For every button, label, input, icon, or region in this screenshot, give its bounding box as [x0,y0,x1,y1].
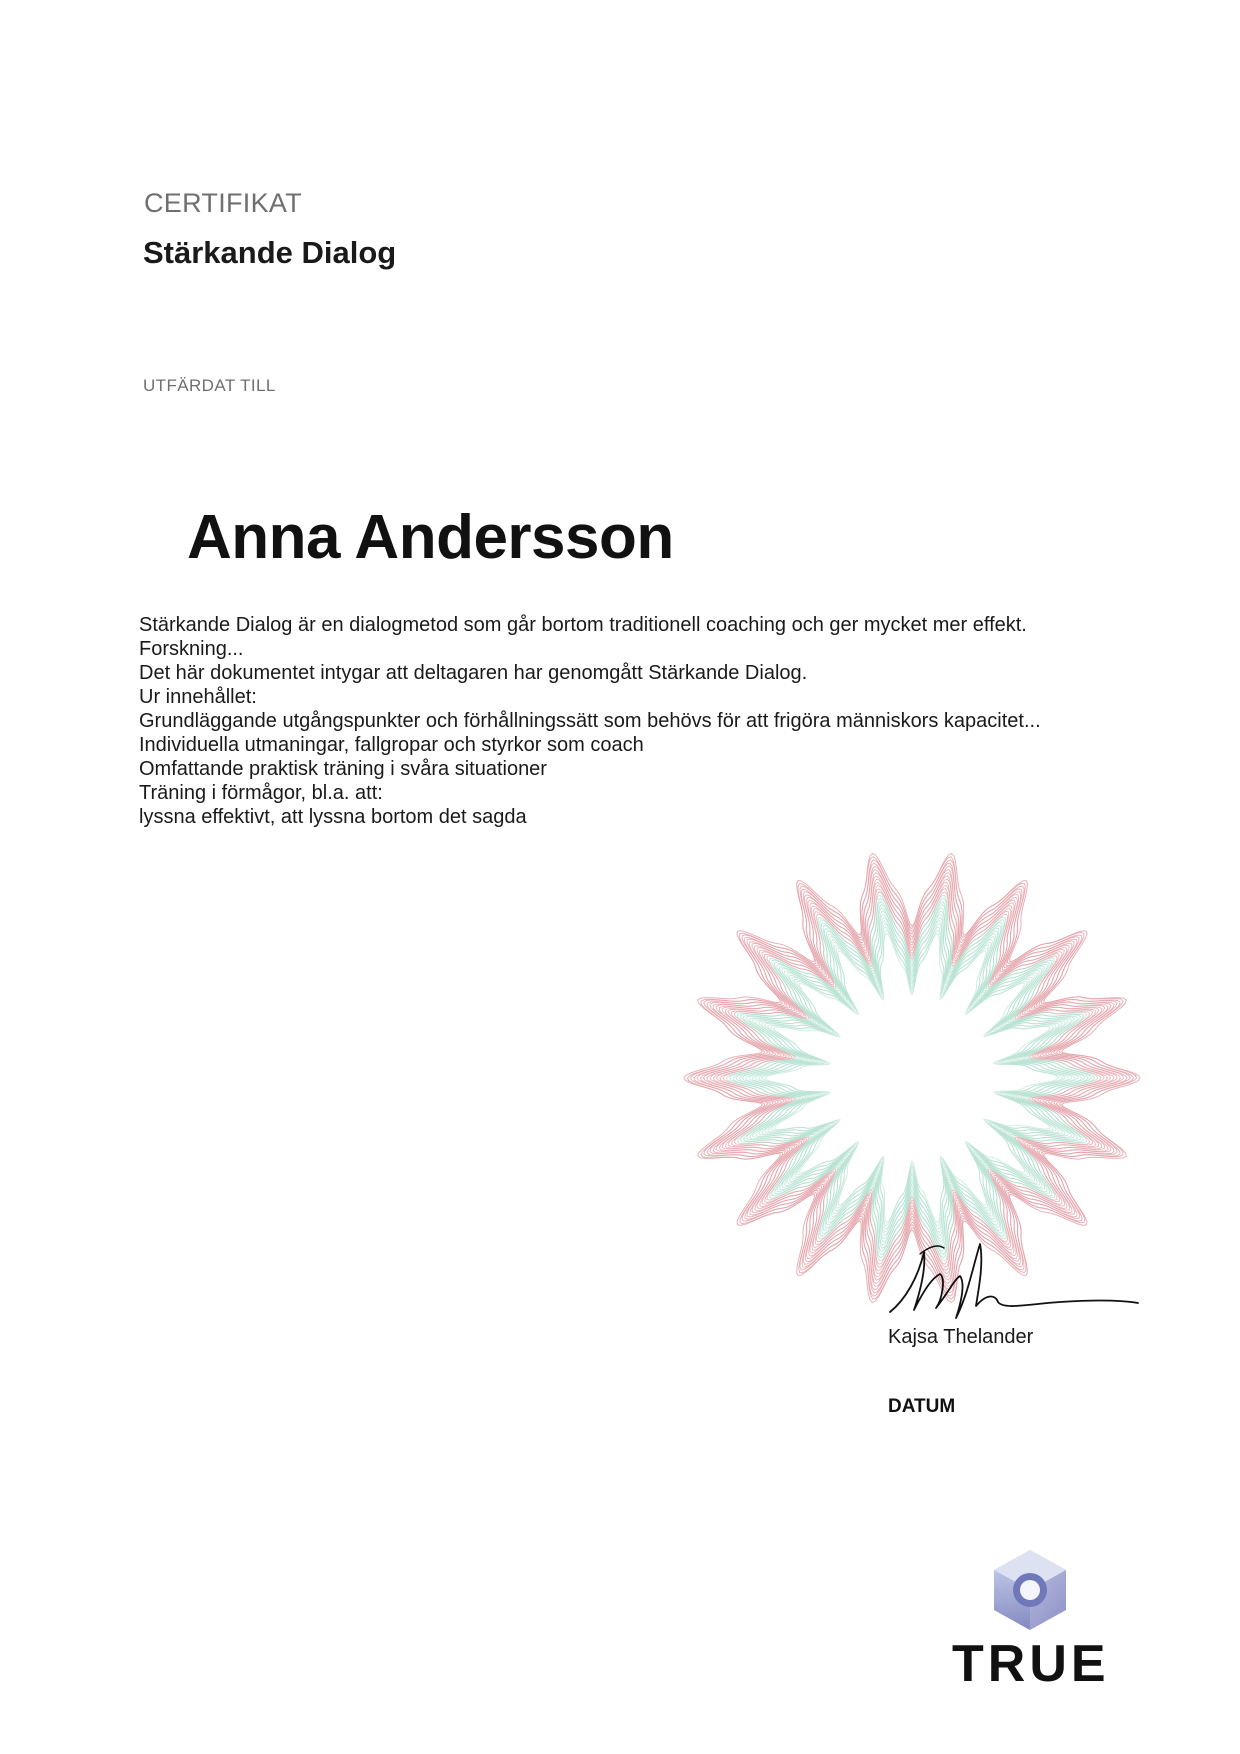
issued-to-label: UTFÄRDAT TILL [143,376,276,395]
recipient-name: Anna Andersson [187,503,674,572]
rosette-ring [762,930,1062,1226]
signature-icon [880,1230,1140,1320]
description-line: Det här dokumentet intygar att deltagaren har genomgått Stärkande Dialog. [139,662,808,684]
description-line: Forskning... [139,638,244,660]
description-line: Träning i förmågor, bl.a. att: [139,782,383,804]
logo-wordmark: TRUE [952,1635,1110,1693]
course-title: Stärkande Dialog [143,235,397,270]
description-line: Omfattande praktisk träning i svåra situationer [139,758,547,780]
rosette-ring [746,914,1079,1242]
rosette-ring [733,901,1091,1254]
description-line: Stärkande Dialog är en dialogmetod som går bortom traditionell coaching och ger mycket mer effekt. [139,614,1027,636]
certificate-kicker: CERTIFIKAT [144,188,303,218]
description-line: lyssna effektivt, att lyssna bortom det sagda [139,806,527,828]
date-label: DATUM [888,1396,956,1417]
signer-name: Kajsa Thelander [888,1326,1034,1348]
true-logo-icon [986,1546,1074,1634]
rosette-ring [749,917,1075,1238]
rosette-ring [710,879,1114,1277]
description-line: Grundläggande utgångspunkter och förhållningssätt som behövs för att frigöra människors kapacitet... [139,710,1041,732]
description-line: Ur innehållet: [139,686,257,708]
description-line: Individuella utmaningar, fallgropar och styrkor som coach [139,734,644,756]
rosette-ring [713,882,1110,1273]
